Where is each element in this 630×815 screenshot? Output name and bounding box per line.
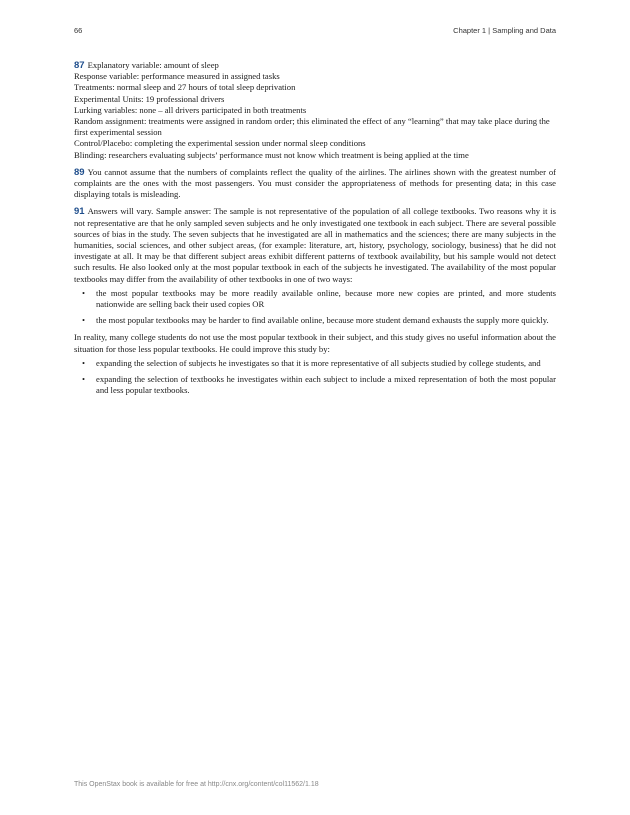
answer-87-line: Random assignment: treatments were assigned in random order; this eliminated the effect of any “learning” that may take place during the first experimental session bbox=[74, 116, 550, 138]
answer-87-line: Response variable: performance measured in assigned tasks bbox=[74, 71, 280, 82]
bullet-icon: • bbox=[82, 357, 86, 368]
answer-87-line: Treatments: normal sleep and 27 hours of total sleep deprivation bbox=[74, 82, 296, 93]
list-item: • the most popular textbooks may be harder to find available online, because more student demand exhausts the supply more quickly. bbox=[82, 315, 549, 326]
answer-91-text-2: In reality, many college students do not use the most popular textbook in their subject, and this study gives no useful information about the situation for those less popular textbooks. He could improve this study by: bbox=[74, 332, 556, 354]
answer-87-line: Lurking variables: none – all drivers participated in both treatments bbox=[74, 104, 307, 115]
answer-87-line: Blinding: researchers evaluating subjects’ performance must not know which treatment is being applied at the time bbox=[74, 149, 469, 160]
list-item: • the most popular textbooks may be more readily available online, because more new copies are printed, and more students nationwide are selling back their used copies OR bbox=[82, 287, 556, 310]
answer-number: 89 bbox=[74, 166, 85, 178]
answer-91-text: 91 Answers will vary. Sample answer: The sample is not representative of the population of all college textbooks. Two reasons why it is not representative are that he only sampled seven subjects and he only investigated one textbook in each subject. There are several possible sources of bias in the study. The seven subjects that he investigated are all in mathematics and the sciences; there are many subjects in the humanities, social sciences, and other subject areas, (for example: literature, art, history, psychology, sociology, business) that he did not investigate at all. It may be that different subject areas exhibit different patterns of textbook availability, but his sample would not detect such results. He also looked only at the most popular textbook in each of the subjects he investigated. The availability of the most popular textbooks may differ from the availability of other textbooks in one of two ways: bbox=[74, 206, 556, 284]
list-item: • expanding the selection of subjects he investigates so that it is more representative of all subjects studied by college students, and bbox=[82, 357, 541, 368]
answer-number: 87 bbox=[74, 60, 85, 71]
answer-number: 91 bbox=[74, 206, 85, 218]
answer-87-line: Control/Placebo: completing the experimental session under normal sleep conditions bbox=[74, 138, 366, 149]
answer-91 bbox=[74, 206, 556, 396]
list-item: • expanding the selection of textbooks he investigates within each subject to include a mixed representation of both the most popular and less popular textbooks. bbox=[82, 374, 556, 396]
answer-89-text: 89 You cannot assume that the numbers of complaints reflect the quality of the airlines. The airlines shown with the greatest number of complaints are the ones with the most passengers. You must consider the appropriateness of methods for presenting data; in this case displaying totals is misleading. bbox=[74, 166, 556, 200]
bullet-list bbox=[74, 358, 556, 397]
page-number: 66 bbox=[74, 26, 83, 35]
bullet-icon: • bbox=[82, 287, 86, 298]
bullet-icon: • bbox=[82, 374, 86, 385]
bullet-list bbox=[74, 288, 556, 327]
answer-content bbox=[74, 60, 556, 402]
footer-note: This OpenStax book is available for free at http://cnx.org/content/col11562/1.18 bbox=[74, 781, 319, 788]
bullet-icon: • bbox=[82, 315, 86, 326]
answer-87-line: Experimental Units: 19 professional drivers bbox=[74, 93, 225, 104]
answer-87-line: 87 Explanatory variable: amount of sleep bbox=[74, 60, 219, 71]
answer-87 bbox=[74, 60, 556, 161]
chapter-title: Chapter 1 | Sampling and Data bbox=[453, 26, 556, 35]
answer-89 bbox=[74, 167, 556, 201]
